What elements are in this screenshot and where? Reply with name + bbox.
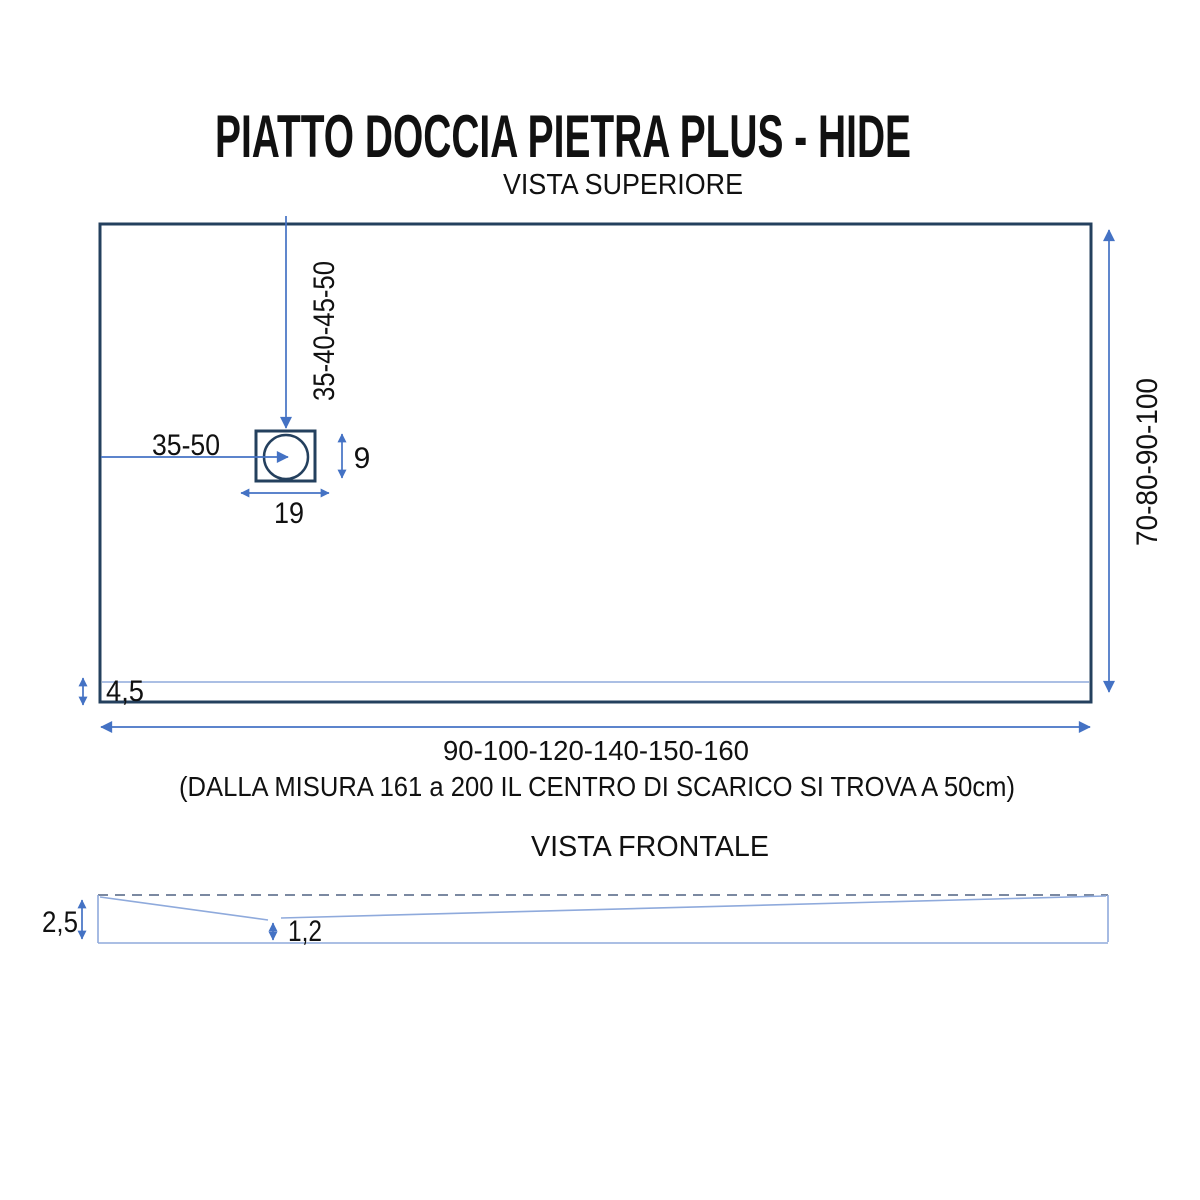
depth-label: 70-80-90-100 [1131,365,1164,546]
top-view-label: VISTA SUPERIORE [503,169,743,201]
drain-offset-left-label: 35-50 [152,429,220,462]
tray-outline [100,224,1091,702]
front-view-label: VISTA FRONTALE [531,831,769,863]
drain-offset-top-label: 35-40-45-50 [308,237,341,401]
front-view [42,895,1108,948]
border-height-label: 4,5 [106,675,144,708]
top-view [83,216,1164,802]
width-label: 90-100-120-140-150-160 [443,735,749,766]
edge-height-label: 2,5 [42,906,78,939]
drain-height-label: 9 [353,442,371,475]
width-note: (DALLA MISURA 161 a 200 IL CENTRO DI SCARICO SI TROVA A 50cm) [179,771,1015,802]
drain-depth-label: 1,2 [288,915,322,948]
page-title: PIATTO DOCCIA PIETRA PLUS - HIDE [215,103,911,170]
front-slope-left [100,897,268,920]
drain-width-label: 19 [274,497,304,530]
front-slope-right [281,896,1106,918]
